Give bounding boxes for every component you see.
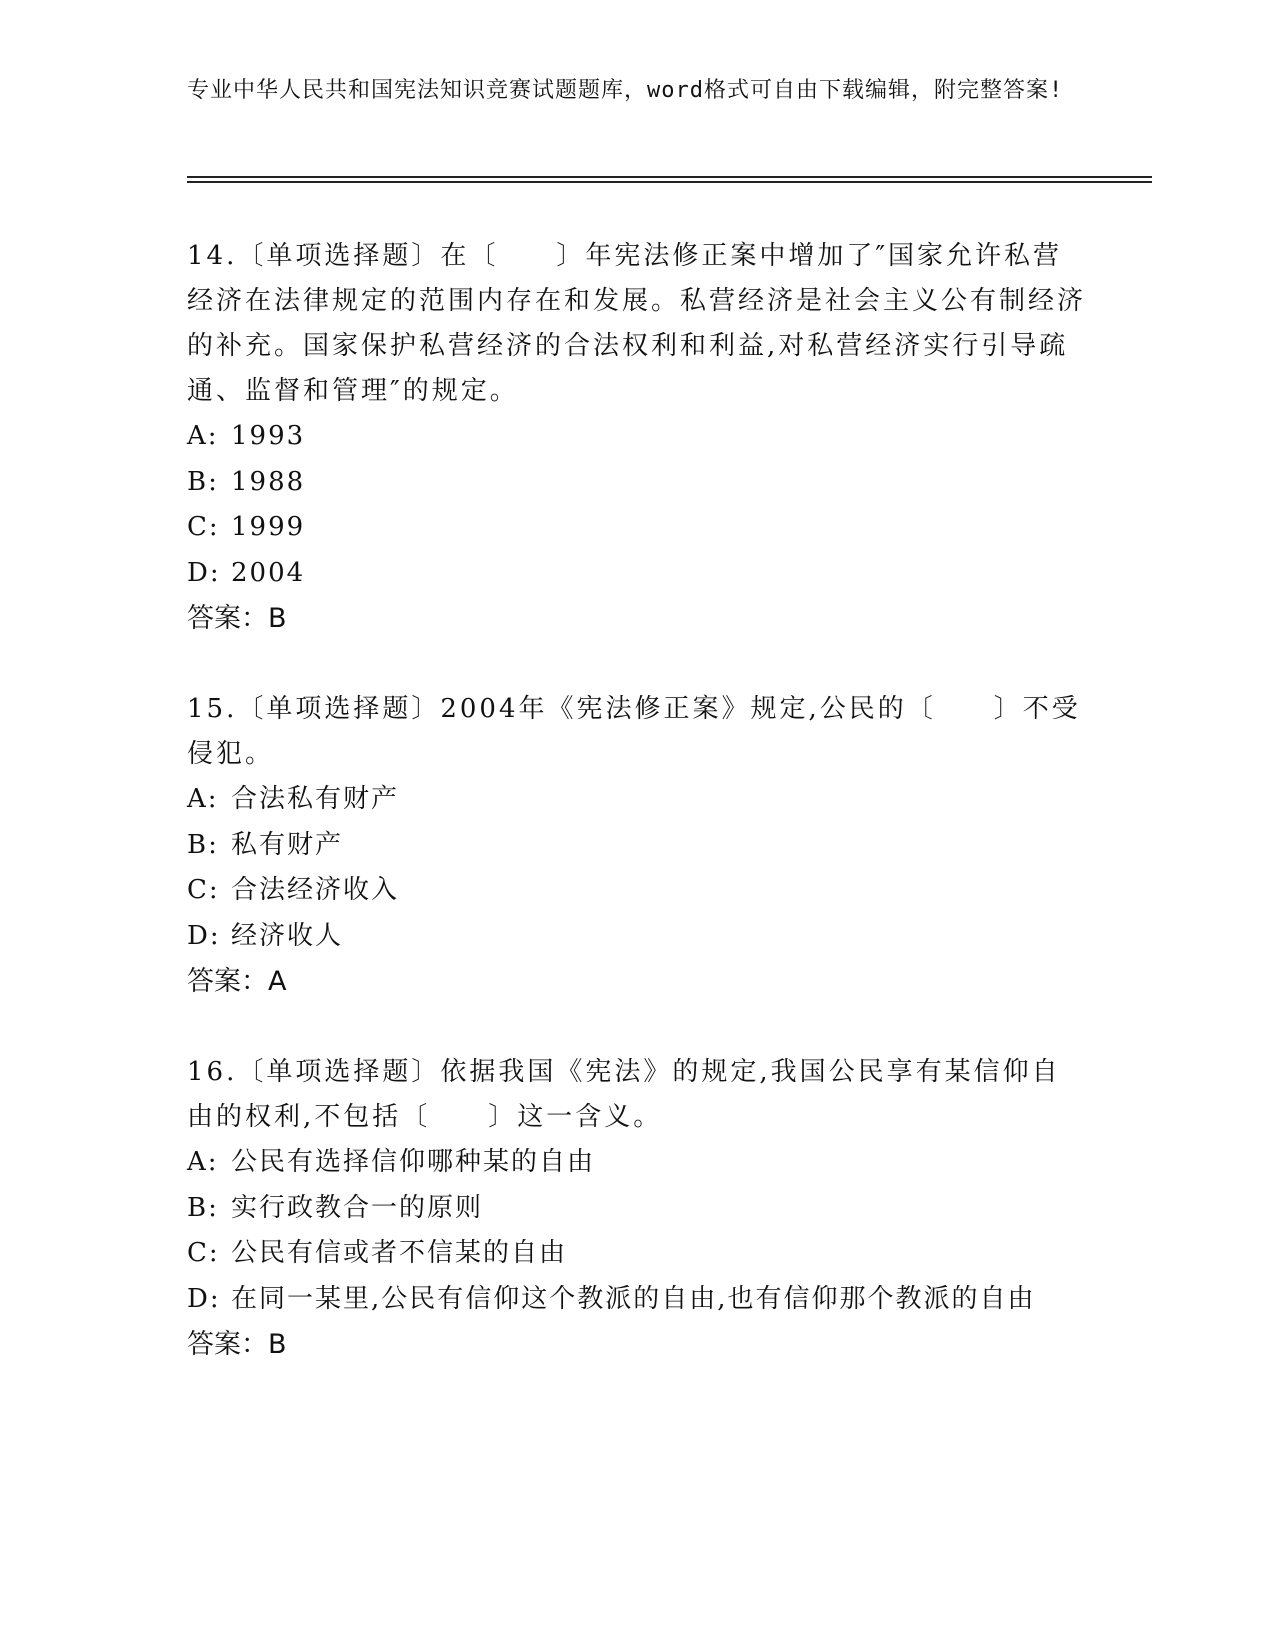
question-15 <box>187 687 1087 1005</box>
option-c <box>187 1231 1087 1277</box>
option-a <box>187 777 1087 823</box>
option-letter: D: <box>187 920 221 951</box>
option-letter: D: <box>187 557 221 588</box>
question-16 <box>187 1050 1087 1368</box>
option-b <box>187 1186 1087 1232</box>
option-letter: A: <box>187 421 219 451</box>
option-a <box>187 1140 1087 1186</box>
header-divider-top <box>187 176 1152 178</box>
option-d <box>187 914 1087 960</box>
question-14 <box>187 234 1087 642</box>
option-letter: B: <box>187 466 219 497</box>
option-d <box>187 1277 1087 1323</box>
option-text: 经济收人 <box>231 920 344 951</box>
option-text: 合法私有财产 <box>231 784 400 814</box>
option-d <box>187 551 1087 597</box>
header-divider-bottom <box>187 181 1152 183</box>
question-stem: 16.〔单项选择题〕依据我国《宪法》的规定,我国公民享有某信仰自由的权利,不包括〔 〕这一含义。 <box>187 1057 1061 1132</box>
option-text: 在同一某里,公民有信仰这个教派的自由,也有信仰那个教派的自由 <box>231 1283 1036 1314</box>
option-letter: A: <box>187 784 219 814</box>
document-header: 专业中华人民共和国宪法知识竞赛试题题库，word格式可自由下载编辑，附完整答案! <box>187 78 1064 103</box>
option-letter: B: <box>187 1192 219 1223</box>
option-text: 1988 <box>231 466 306 497</box>
question-stem: 14.〔单项选择题〕在〔 〕年宪法修正案中增加了″国家允许私营经济在法律规定的范围内存在和发展。私营经济是社会主义公有制经济的补充。国家保护私营经济的合法权利和利益,对私营经济实行引导疏通、监督和管理″的规定。 <box>187 241 1087 406</box>
option-letter: A: <box>187 1147 219 1177</box>
option-text: 1993 <box>231 421 306 451</box>
answer-label: 答案：B <box>187 603 287 634</box>
answer-label: 答案：A <box>187 966 287 997</box>
option-text: 2004 <box>231 557 306 588</box>
option-letter: C: <box>187 875 220 905</box>
option-a <box>187 414 1087 460</box>
option-text: 实行政教合一的原则 <box>231 1192 484 1223</box>
answer-label: 答案：B <box>187 1329 287 1360</box>
option-b <box>187 460 1087 506</box>
option-text: 合法经济收入 <box>231 875 400 905</box>
question-stem: 15.〔单项选择题〕2004年《宪法修正案》规定,公民的〔 〕不受侵犯。 <box>187 694 1081 769</box>
option-letter: C: <box>187 512 220 542</box>
option-b <box>187 823 1087 869</box>
option-c <box>187 868 1087 914</box>
option-text: 公民有信或者不信某的自由 <box>231 1238 568 1268</box>
option-text: 1999 <box>231 512 306 542</box>
option-c <box>187 505 1087 551</box>
option-letter: C: <box>187 1238 220 1268</box>
option-text: 私有财产 <box>231 829 344 860</box>
option-text: 公民有选择信仰哪种某的自由 <box>231 1147 596 1177</box>
option-letter: D: <box>187 1283 221 1314</box>
option-letter: B: <box>187 829 219 860</box>
